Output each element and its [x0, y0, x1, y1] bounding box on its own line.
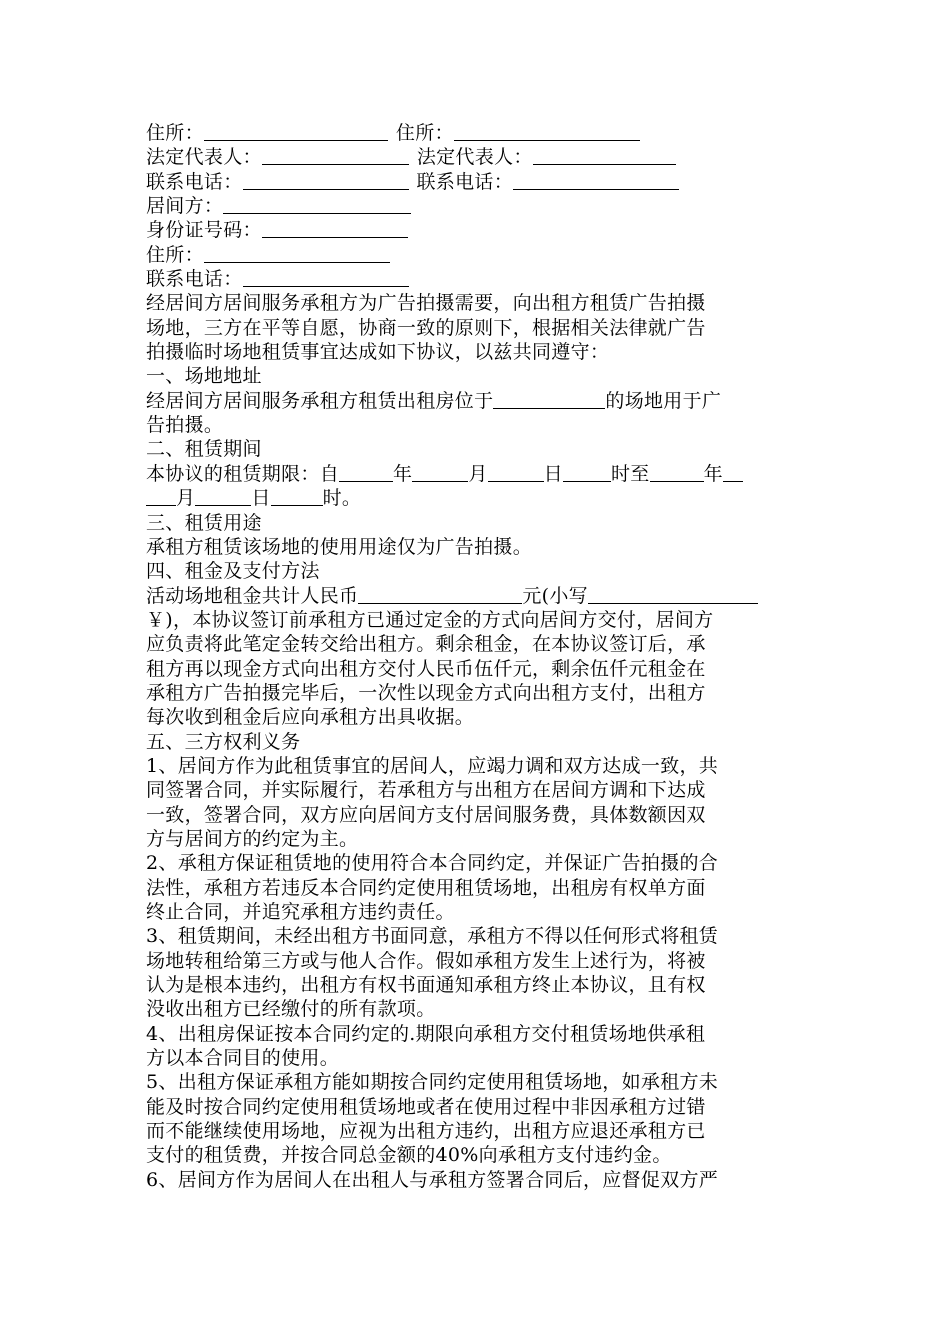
section-heading: 一、场地地址 — [146, 365, 262, 388]
duty-line: 一致，签署合同，双方应向居间方支付居间服务费，具体数额因双 — [146, 803, 706, 826]
residence-row: 住所： 住所： — [146, 121, 810, 145]
blank-field — [243, 268, 409, 287]
rent-line: 每次收到租金后应向承租方出具收据。 — [146, 706, 475, 729]
section-heading: 二、租赁期间 — [146, 438, 262, 461]
legal-rep-row: 法定代表人： 法定代表人： — [146, 145, 810, 169]
blank-field — [204, 122, 388, 141]
term-clause-cont: 月 日 时。 — [146, 486, 810, 510]
broker-phone-row: 联系电话： — [146, 267, 810, 291]
duty-line: 2、承租方保证租赁地的使用符合本合同约定，并保证广告拍摄的合 — [146, 852, 719, 875]
rent-line: 承租方广告拍摄完毕后，一次性以现金方式向出租方支付，出租方 — [146, 681, 706, 704]
duty-line: 3、租赁期间，未经出租方书面同意，承租方不得以任何形式将租赁 — [146, 925, 719, 948]
phone-row: 联系电话： 联系电话： — [146, 170, 810, 194]
duty-line: 而不能继续使用场地，应视为出租方违约，出租方应退还承租方已 — [146, 1120, 706, 1143]
section-heading: 三、租赁用途 — [146, 511, 262, 534]
blank-field — [243, 171, 409, 190]
duty-line: 没收出租方已经缴付的所有款项。 — [146, 998, 436, 1021]
duty-line: 终止合同，并追究承租方违约责任。 — [146, 901, 455, 923]
duty-line: 法性，承租方若违反本合同约定使用租赁场地，出租房有权单方面 — [146, 876, 706, 899]
blank-field — [588, 585, 758, 604]
duty-line: 能及时按合同约定使用租赁场地或者在使用过程中非因承租方过错 — [146, 1095, 706, 1118]
blank-field — [262, 146, 409, 165]
term-clause: 本协议的租赁期限：自 年 月 日 时至 年 — [146, 462, 810, 486]
contract-page — [146, 121, 810, 1192]
id-row: 身份证号码： — [146, 218, 810, 242]
duty-line: 1、居间方作为此租赁事宜的居间人，应竭力调和双方达成一致，共 — [146, 754, 719, 777]
duty-line: 方以本合同目的使用。 — [146, 1047, 340, 1070]
blank-field — [262, 219, 408, 238]
blank-field — [533, 146, 676, 165]
section-heading: 四、租金及支付方法 — [146, 560, 320, 583]
duty-line: 4、出租房保证按本合同约定的.期限向承租方交付租赁场地供承租 — [146, 1022, 706, 1045]
blank-field — [493, 390, 605, 409]
duty-line: 支付的租赁费，并按合同总金额的40%向承租方支付违约金。 — [146, 1144, 672, 1167]
rent-clause: 活动场地租金共计人民币 元(小写 — [146, 584, 810, 608]
rent-line: ￥)，本协议签订前承租方已通过定金的方式向居间方交付，居间方 — [146, 608, 714, 631]
section-heading: 五、三方权利义务 — [146, 730, 301, 753]
blank-field — [513, 171, 679, 190]
intro-line: 拍摄临时场地租赁事宜达成如下协议，以兹共同遵守： — [146, 341, 610, 364]
intro-line: 经居间方居间服务承租方为广告拍摄需要，向出租方租赁广告拍摄 — [146, 292, 706, 315]
duty-line: 认为是根本违约，出租方有权书面通知承租方终止本协议，且有权 — [146, 974, 706, 997]
address-clause: 经居间方居间服务承租方租赁出租房位于 的场地用于广 — [146, 389, 722, 412]
blank-field — [204, 244, 390, 263]
broker-row: 居间方： — [146, 194, 810, 218]
rent-line: 应负责将此笔定金转交给出租方。剩余租金，在本协议签订后，承 — [146, 633, 706, 656]
duty-line: 6、居间方作为居间人在出租人与承租方签署合同后，应督促双方严 — [146, 1168, 719, 1191]
rent-line: 租方再以现金方式向出租方交付人民币伍仟元，剩余伍仟元租金在 — [146, 657, 706, 680]
duty-line: 同签署合同，并实际履行，若承租方与出租方在居间方调和下达成 — [146, 779, 706, 802]
blank-field — [454, 122, 640, 141]
broker-residence-row: 住所： — [146, 243, 810, 267]
duty-line: 场地转租给第三方或与他人合作。假如承租方发生上述行为，将被 — [146, 949, 706, 972]
blank-field — [223, 195, 411, 214]
address-clause-cont: 告拍摄。 — [146, 414, 224, 437]
duty-line: 方与居间方的约定为主。 — [146, 827, 359, 850]
blank-field — [358, 585, 522, 604]
intro-line: 场地，三方在平等自愿，协商一致的原则下，根据相关法律就广告 — [146, 316, 706, 339]
duty-line: 5、出租方保证承租方能如期按合同约定使用租赁场地，如承租方未 — [146, 1071, 719, 1094]
usage-clause: 承租方租赁该场地的使用用途仅为广告拍摄。 — [146, 535, 533, 558]
